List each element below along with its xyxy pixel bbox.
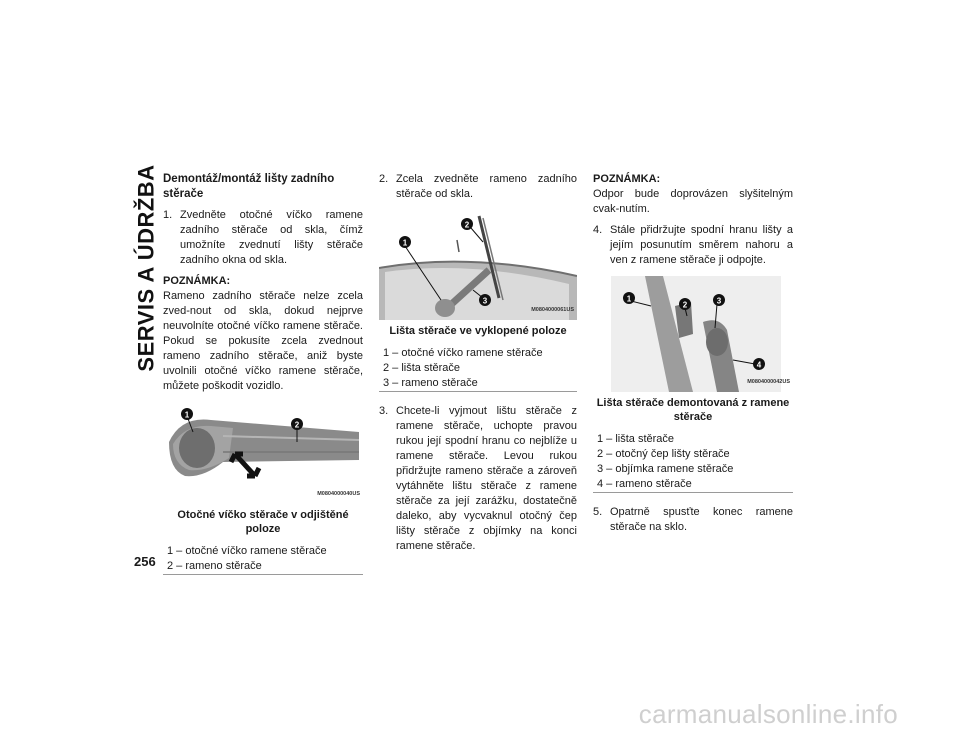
page-number: 256 bbox=[134, 554, 156, 569]
legend-item: 1 – lišta stěrače bbox=[597, 433, 675, 445]
callout-3: 3 bbox=[716, 296, 722, 306]
figure-caption: Lišta stěrače ve vyklopené poloze bbox=[389, 325, 567, 337]
figure-code: M0804000042US bbox=[747, 379, 790, 385]
column-3 bbox=[593, 172, 793, 541]
column-1 bbox=[163, 172, 363, 587]
step-text: Zcela zvedněte rameno zadního stěrače od skla. bbox=[396, 173, 577, 200]
step-text: Chcete-li vyjmout lištu stěrače z ramene stěrače, uchopte pravou rukou její spodní hranu co nejblíže u ramene stěrače. Levou rukou přidržujte rameno stěrače a zároveň vytáhněte lištu stěrače z ramene stěrače za její zarážku, dostatečně daleko, aby vycvaknul otočný čep lišty stěrače z objímky na konci ramene stěrače. bbox=[396, 405, 577, 552]
step-number: 4. bbox=[593, 224, 603, 236]
callout-3: 3 bbox=[482, 296, 488, 306]
callout-1: 1 bbox=[184, 410, 190, 420]
step-text: Opatrně spusťte konec ramene stěrače na sklo. bbox=[610, 506, 793, 533]
figure-legend bbox=[379, 346, 577, 392]
step-text: Stále přidržujte spodní hranu lišty a jejím posunutím směrem nahoru a ven z ramene stěrače ji odpojte. bbox=[610, 224, 793, 266]
step-text: Zvedněte otočné víčko ramene zadního stěrače od skla, čímž umožníte zvednutí lišty stěrače zadního okna od skla. bbox=[180, 209, 363, 266]
step-3 bbox=[379, 404, 577, 554]
legend-item: 1 – otočné víčko ramene stěrače bbox=[167, 545, 327, 557]
note-text: Rameno zadního stěrače nelze zcela zved-nout od skla, dokud nejprve neuvolníte otočné víčko ramene stěrače. Pokud se pokusíte zcela zvednout rameno zadního stěrače, aniž byste uvolnili otočné víčko ramene stěrače, můžete poškodit vozidlo. bbox=[163, 290, 363, 392]
callout-2: 2 bbox=[294, 420, 300, 430]
figure-code: M0804000040US bbox=[317, 491, 360, 497]
note-title: POZNÁMKA: bbox=[593, 173, 661, 185]
watermark: carmanualsonline.info bbox=[638, 699, 898, 729]
figure-caption: Lišta stěrače demontovaná z ramene stěrače bbox=[596, 397, 790, 423]
callout-4: 4 bbox=[756, 360, 762, 370]
legend-item: 2 – lišta stěrače bbox=[383, 362, 461, 374]
step-5 bbox=[593, 505, 793, 535]
step-4 bbox=[593, 223, 793, 268]
note-text: Odpor bude doprovázen slyšitelným cvak-nutím. bbox=[593, 188, 793, 215]
section-heading: Demontáž/montáž lišty zadního stěrače bbox=[163, 173, 335, 200]
figure-caption: Otočné víčko stěrače v odjištěné poloze bbox=[177, 509, 349, 535]
section-title: SERVIS A ÚDRŽBA bbox=[134, 163, 159, 372]
figure-wiper-cap bbox=[163, 402, 363, 504]
figure-wiper-raised bbox=[379, 212, 577, 320]
step-number: 3. bbox=[379, 405, 389, 417]
legend-item: 2 – otočný čep lišty stěrače bbox=[597, 448, 730, 460]
callout-2: 2 bbox=[464, 220, 470, 230]
legend-item: 2 – rameno stěrače bbox=[167, 560, 262, 572]
figure-legend bbox=[593, 432, 793, 493]
step-2 bbox=[379, 172, 577, 202]
step-1 bbox=[163, 208, 363, 268]
figure-wiper-removed bbox=[593, 276, 793, 392]
step-number: 2. bbox=[379, 173, 389, 185]
figure-legend bbox=[163, 544, 363, 575]
note-title: POZNÁMKA: bbox=[163, 275, 231, 287]
legend-item: 3 – rameno stěrače bbox=[383, 377, 478, 389]
column-2 bbox=[379, 172, 577, 560]
step-number: 5. bbox=[593, 506, 603, 518]
legend-item: 1 – otočné víčko ramene stěrače bbox=[383, 347, 543, 359]
callout-1: 1 bbox=[402, 238, 408, 248]
figure-code: M0804000061US bbox=[531, 307, 574, 313]
callout-2: 2 bbox=[682, 300, 688, 310]
legend-item: 4 – rameno stěrače bbox=[597, 478, 692, 490]
section-side-tab bbox=[134, 160, 160, 375]
callout-1: 1 bbox=[626, 294, 632, 304]
legend-item: 3 – objímka ramene stěrače bbox=[597, 463, 734, 475]
step-number: 1. bbox=[163, 209, 173, 221]
